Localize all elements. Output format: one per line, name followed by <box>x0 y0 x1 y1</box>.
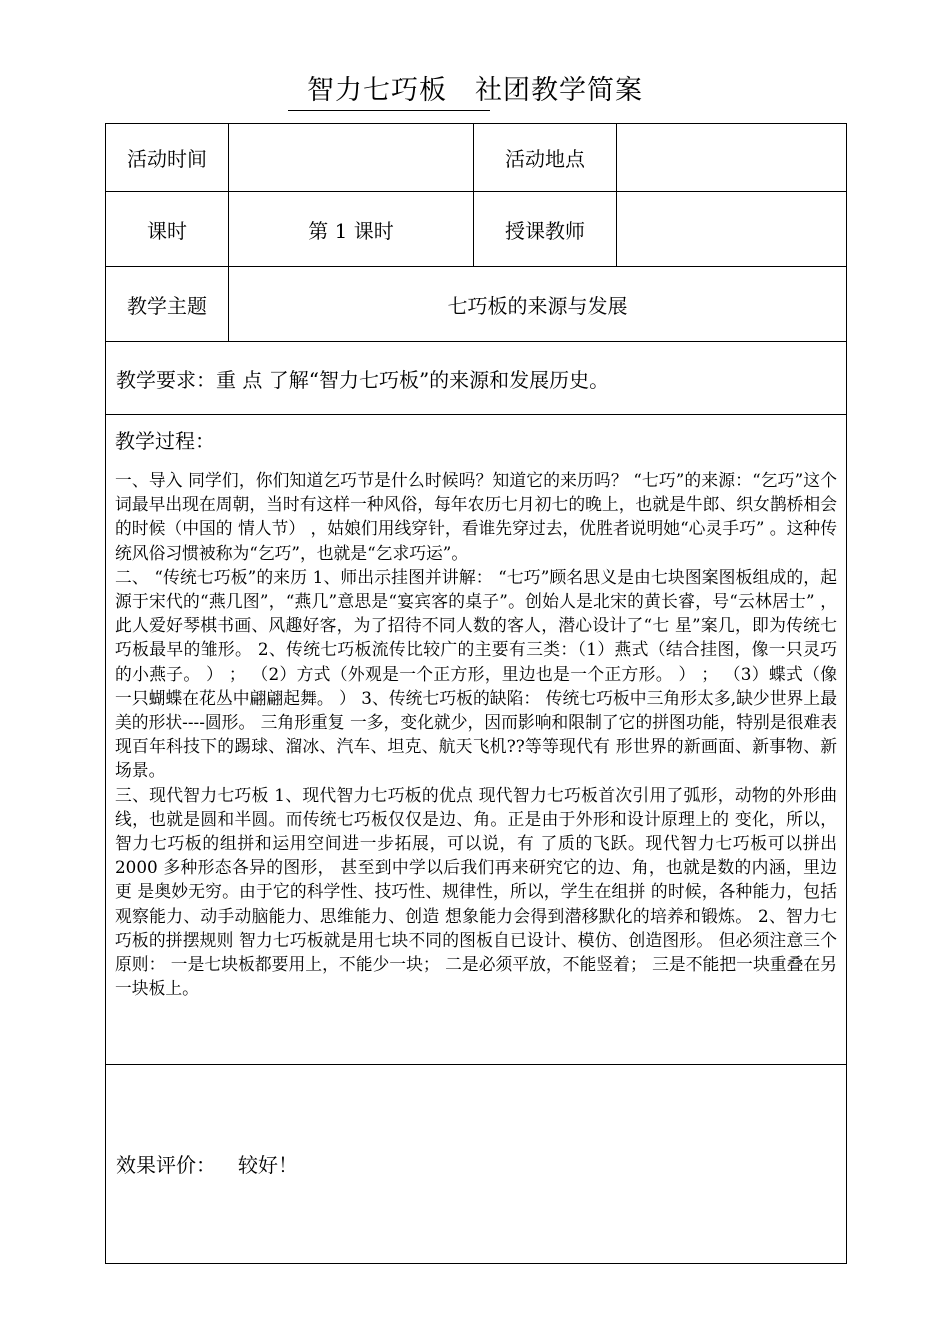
value-teaching-topic: 七巧板的来源与发展 <box>229 267 847 342</box>
row-process <box>106 415 847 1065</box>
label-class-period: 课时 <box>106 192 229 267</box>
value-teacher <box>617 192 847 267</box>
label-teacher: 授课教师 <box>474 192 617 267</box>
row-evaluation <box>106 1065 847 1264</box>
evaluation-cell <box>106 1065 847 1264</box>
title-underline <box>288 110 490 111</box>
process-paragraph-3: 三、现代智力七巧板 1、现代智力七巧板的优点 现代智力七巧板首次引用了弧形，动物的外形曲线，也就是圆和半圆。而传统七巧板仅仅是边、角。正是由于外形和设计原理上的 变化，所以，智力七巧板的组拼和运用空间进一步拓展，可以说，有 了质的飞跃。现代智力七巧板可以拼出 2000 多种形态各异的图形， 甚至到中学以后我们再来研究它的边、角，也就是数的内涵，里边更 是奥妙无穷。由于它的科学性、技巧性、规律性，所以，学生在组拼 的时候，各种能力，包括观察能力、动手动脑能力、思维能力、创造 想象能力会得到潜移默化的培养和锻炼。 2、智力七巧板的拼摆规则 智力七巧板就是用七块不同的图板自已设计、模仿、创造图形。 但必须注意三个原则： 一是七块板都要用上，不能少一块； 二是必须平放，不能竖着； 三是不能把一块重叠在另一块板上。 <box>115 784 837 999</box>
process-paragraph-1: 一、导入 同学们，你们知道乞巧节是什么时候吗？知道它的来历吗？ “七巧”的来源：“乞巧”这个词最早出现在周朝，当时有这样一种风俗，每年农历七月初七的晚上，也就是牛郎、织女鹊桥相会的时候（中国的 情人节） ，姑娘们用线穿针，看谁先穿过去，优胜者说明她“心灵手巧” 。这种传统风俗习惯被称为“乞巧”，也就是“乞求巧运”。 <box>115 470 837 563</box>
teaching-process-body <box>115 468 837 1000</box>
evaluation-value: 较好！ <box>238 1153 298 1177</box>
label-activity-place: 活动地点 <box>474 124 617 192</box>
teaching-requirement: 教学要求：重 点 了解“智力七巧板”的来源和发展历史。 <box>106 342 847 415</box>
label-teaching-topic: 教学主题 <box>106 267 229 342</box>
process-paragraph-2: 二、 “传统七巧板”的来历 1、师出示挂图并讲解： “七巧”顾名思义是由七块图案图板组成的，起源于宋代的“燕几图”，“燕几”意思是“宴宾客的桌子”。创始人是北宋的黄长睿，号“云林居士” ， 此人爱好琴棋书画、风趣好客，为了招待不同人数的客人，潜心设计了“七 星”案几，即为传统七巧板最早的雏形。 2、传统七巧板流传比较广的主要有三类：（1）燕式（结合挂图，像一只灵巧的小燕子。 ） ； （2）方式（外观是一个正方形，里边也是一个正方形。 ） ； （3）蝶式（像一只蝴蝶在花丛中翩翩起舞。 ） 3、传统七巧板的缺陷： 传统七巧板中三角形太多,缺少世界上最美的形状----圆形。 三角形重复 一多，变化就少，因而影响和限制了它的拼图功能，特别是很难表现百年科技下的踢球、溜冰、汽车、坦克、航天飞机??等等现代有 形世界的新画面、新事物、新场景。 <box>115 566 837 781</box>
row-topic <box>106 267 847 342</box>
value-activity-place <box>617 124 847 192</box>
row-period-teacher <box>106 192 847 267</box>
document-title <box>0 68 950 107</box>
teaching-process-cell <box>106 415 847 1065</box>
row-time-place <box>106 124 847 192</box>
title-part2: 社团教学简案 <box>475 75 643 106</box>
value-class-period: 第 1 课时 <box>229 192 474 267</box>
value-activity-time <box>229 124 474 192</box>
row-requirement <box>106 342 847 415</box>
teaching-process-heading: 教学过程： <box>115 429 215 453</box>
lesson-plan-table <box>105 123 847 1264</box>
title-part1: 智力七巧板 <box>307 75 447 106</box>
evaluation-label: 效果评价： <box>116 1153 216 1177</box>
label-activity-time: 活动时间 <box>106 124 229 192</box>
